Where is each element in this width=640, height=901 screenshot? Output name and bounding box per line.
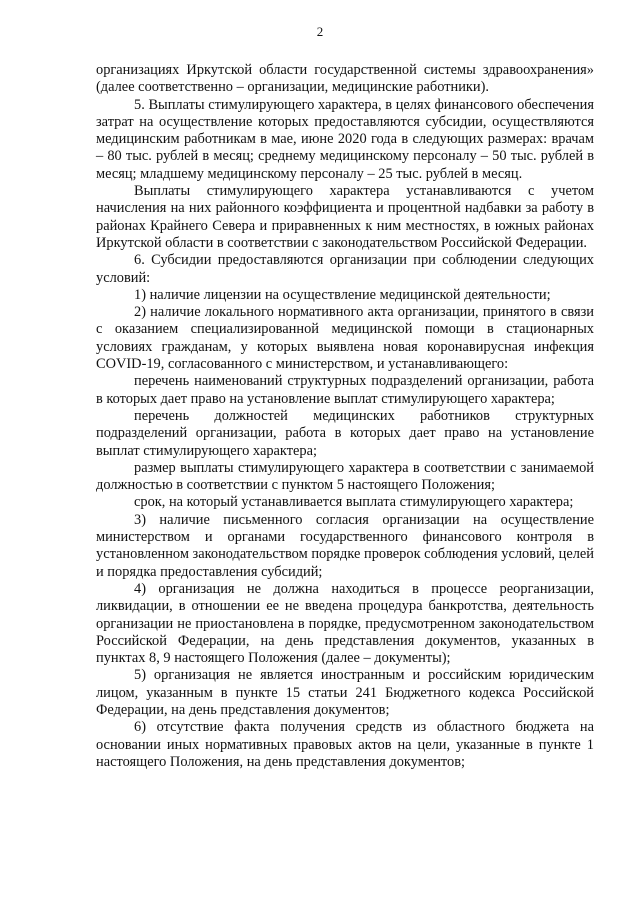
paragraph-item-6: 6. Субсидии предоставляются организации при соблюдении следующих условий: xyxy=(96,252,594,286)
condition-2: 2) наличие локального нормативного акта организации, принятого в связи с оказанием специализированной медицинской помощи в стационарных условиях гражданам, у которых выявлена новая коронавирусная инфекция COVID-19, согласованного с министерством, и устанавливающего: xyxy=(96,304,594,373)
document-body xyxy=(96,62,594,771)
condition-2-list-term: срок, на который устанавливается выплата стимулирующего характера; xyxy=(134,494,574,511)
condition-3: 3) наличие письменного согласия организации на осуществление министерством и органами государственного финансового контроля в установленном законодательством порядке проверок соблюдения условий, целей и порядка предоставления субсидий; xyxy=(96,511,594,580)
page-number: 2 xyxy=(316,24,324,39)
paragraph-item-5: 5. Выплаты стимулирующего характера, в целях финансового обеспечения затрат на осуществление которых предоставляются субсидии, осуществляются медицинским работникам в мае, июне 2020 года в следующих размерах: врачам – 80 тыс. рублей в месяц; среднему медицинскому персоналу – 50 тыс. рублей в месяц; младшему медицинскому персоналу – 25 тыс. рублей в месяц. xyxy=(96,96,594,182)
condition-2-list-amount: размер выплаты стимулирующего характера в соответствии с занимаемой должностью в соответствии с пунктом 5 настоящего Положения; xyxy=(96,459,594,494)
condition-5: 5) организация не является иностранным и российским юридическим лицом, указанным в пункте 15 статьи 241 Бюджетного кодекса Российской Федерации, на день представления документов; xyxy=(96,667,594,718)
paragraph-continuation: организациях Иркутской области государственной системы здравоохранения» (далее соответственно – организации, медицинские работники). xyxy=(96,62,594,96)
condition-6: 6) отсутствие факта получения средств из областного бюджета на основании иных нормативных правовых актов на цели, указанные в пункте 1 настоящего Положения, на день представления документов; xyxy=(96,719,594,770)
condition-4: 4) организация не должна находиться в процессе реорганизации, ликвидации, в отношении ее не введена процедура банкротства, деятельность организации не приостановлена в порядке, предусмотренном законодательством Российской Федерации, на день представления документов, указанных в пунктах 8, 9 настоящего Положения (далее – документы); xyxy=(96,580,594,667)
condition-1: 1) наличие лицензии на осуществление медицинской деятельности; xyxy=(134,286,551,303)
paragraph-regional-coefficient: Выплаты стимулирующего характера устанавливаются с учетом начисления на них районного коэффициента и процентной надбавки за работу в районах Крайнего Севера и приравненных к ним местностях, в южных районах Иркутской области в соответствии с законодательством Российской Федерации. xyxy=(96,183,594,251)
condition-2-list-positions: перечень должностей медицинских работников структурных подразделений организации, работа в которых дает право на установление выплат стимулирующего характера; xyxy=(96,407,594,459)
condition-2-list-units: перечень наименований структурных подразделений организации, работа в которых дает право на установление выплат стимулирующего характера; xyxy=(96,373,594,407)
